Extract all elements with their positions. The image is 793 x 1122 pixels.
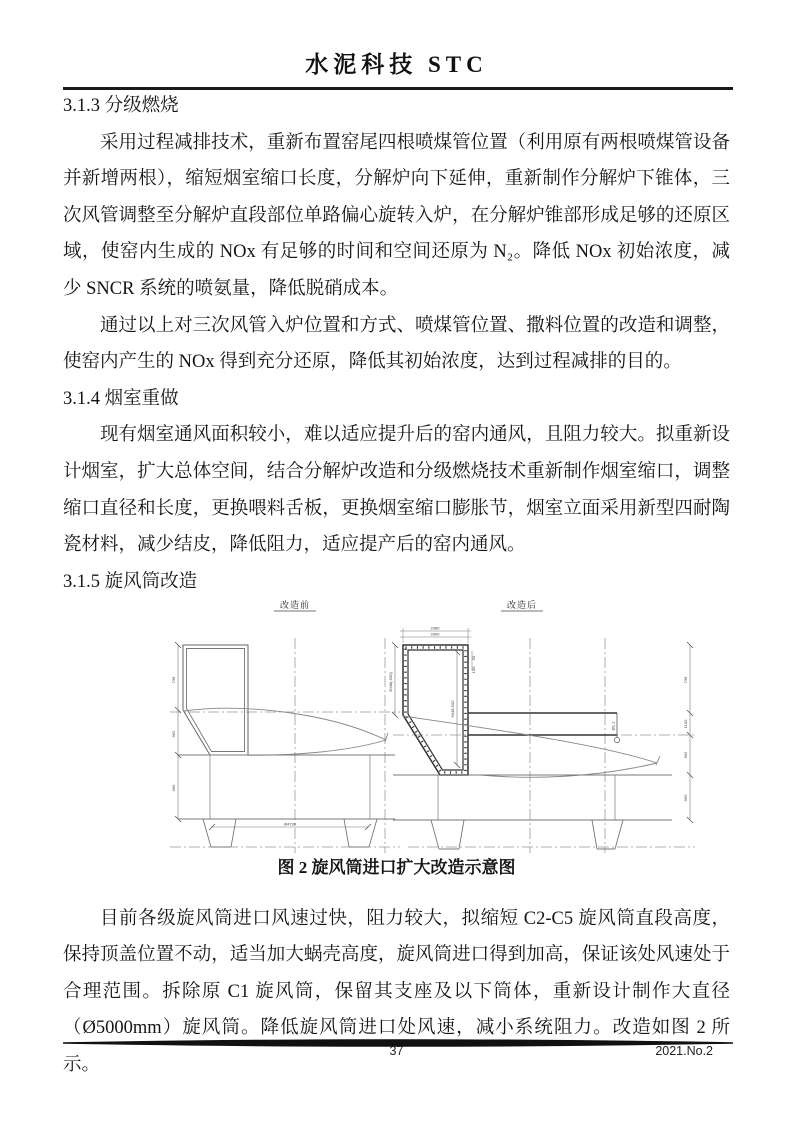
dim-label: 2980 xyxy=(430,625,440,631)
paragraph: 采用过程减排技术，重新布置窑尾四根喷煤管位置（利用原有两根喷煤管设备并新增两根），缩短烟室缩口长度，分解炉向下延伸，重新制作分解炉下锥体，三次风管调整至分解炉直段部位单路偏心旋转入炉，在分解炉锥部形成足够的还原区域，使窑内生成的 NOx 有足够的时间和空间还原为 N₂。降低 NOx 初始浓度，减少 SNCR 系统的喷氨量，降低脱硝成本。 xyxy=(63,132,730,299)
dim-label: 100 xyxy=(471,666,476,674)
figure-2-drawing xyxy=(150,594,710,862)
after-label: 改造后 xyxy=(506,600,538,610)
weld-mark-circle xyxy=(614,737,619,742)
dim-label: 6048-500 xyxy=(450,700,455,718)
figure-2-caption: 图 2 旋风筒进口扩大改造示意图 xyxy=(277,858,516,877)
dim-label: 2900 xyxy=(430,631,440,637)
issue-number: 2021.No.2 xyxy=(655,1044,713,1058)
body-text-column xyxy=(63,88,730,600)
dim-label: 962 xyxy=(171,730,176,738)
before-drawing xyxy=(170,599,400,853)
journal-title: 水泥科技 STC xyxy=(305,52,488,77)
dim-label: 6048(-500) xyxy=(388,672,393,692)
dim-label: 962 xyxy=(683,751,688,759)
dim-label: 1100 xyxy=(683,719,688,729)
heading-3-1-3: 3.1.3 分级燃烧 xyxy=(63,96,179,116)
before-label: 改造前 xyxy=(279,600,311,610)
paragraph: 现有烟室通风面积较小，难以适应提升后的窑内通风，且阻力较大。拟重新设计烟室，扩大总体空间，结合分解炉改造和分级燃烧技术重新制作烟室缩口，调整缩口直径和长度，更换喂料舌板，更换烟室缩口膨胀节，烟室立面采用新型四耐陶瓷材料，减少结皮，降低阻力，适应提产后的窑内通风。 xyxy=(63,425,730,556)
after-drawing xyxy=(388,599,695,853)
dim-label: 960 xyxy=(171,784,176,792)
dim-label: Ø1.1 xyxy=(610,721,616,731)
page-number: 37 xyxy=(389,1044,404,1058)
dim-label: 738 xyxy=(171,676,176,684)
paragraph: 通过以上对三次风管入炉位置和方式、喷煤管位置、撒料位置的改造和调整，使窑内产生的 NOx 得到充分还原，降低其初始浓度，达到过程减排的目的。 xyxy=(63,315,730,373)
cyclone-modification-diagram xyxy=(150,594,710,862)
dim-label: 960 xyxy=(683,794,688,802)
dim-label: 738 xyxy=(683,676,688,684)
heading-3-1-5: 3.1.5 旋风筒改造 xyxy=(63,571,198,592)
heading-3-1-4: 3.1.4 烟室重做 xyxy=(63,388,179,409)
paragraph: 目前各级旋风筒进口风速过快，阻力较大，拟缩短 C2-C5 旋风筒直段高度，保持顶盖位置不动，适当加大蜗壳高度，旋风筒进口得到加高，保证该处风速处于合理范围。拆除原 C1 旋风筒，保留其支座及以下筒体，重新设计制作大直径（Ø5000mm）旋风筒。降低旋风筒进口处风速，减小系统阻力。改造如图 2 所示。 xyxy=(63,908,730,1075)
dim-label: Ø4730 xyxy=(283,821,297,827)
footer-rule xyxy=(63,1034,733,1042)
dim-label: 50 xyxy=(471,655,476,661)
